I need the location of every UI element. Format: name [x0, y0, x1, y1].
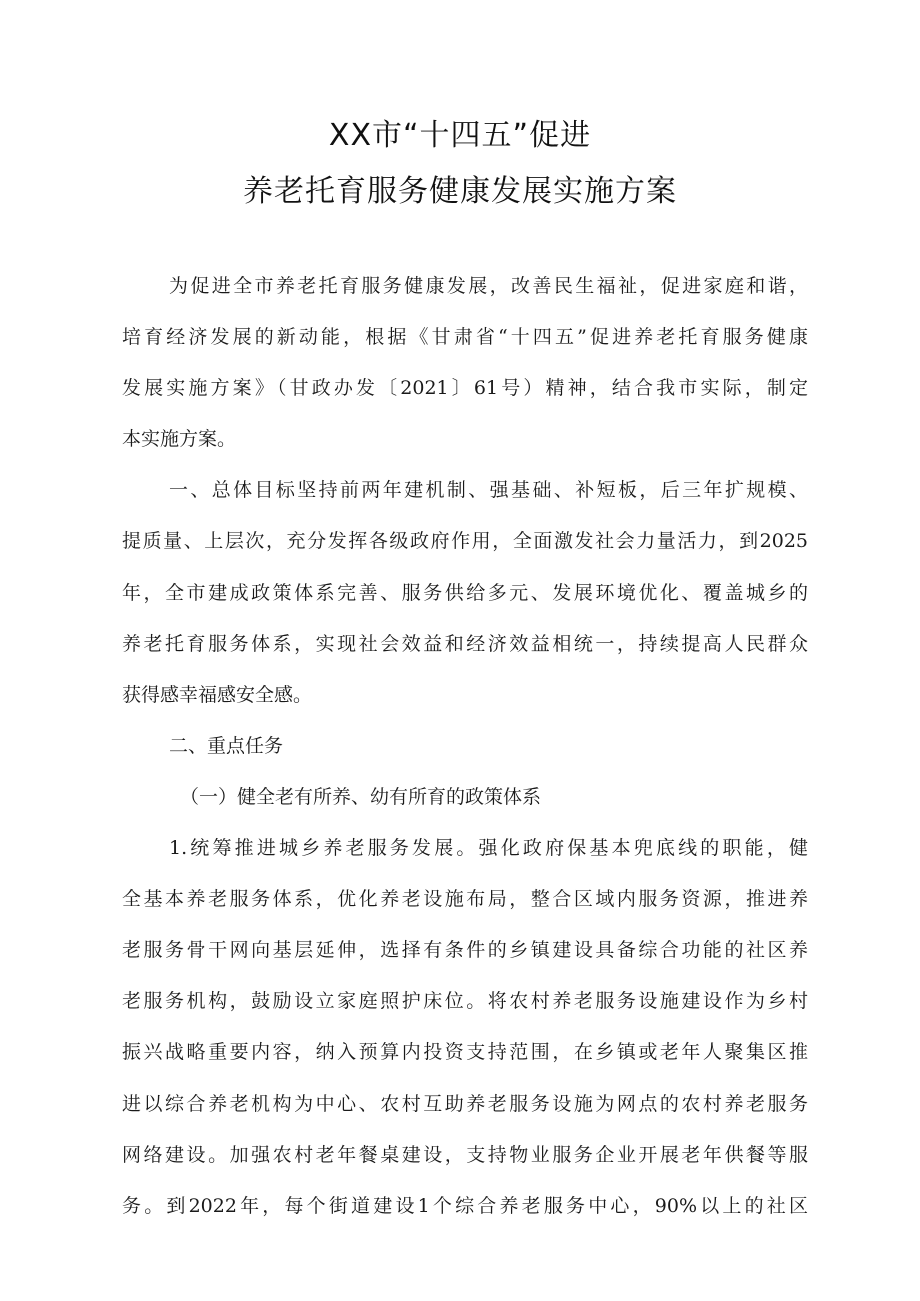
section-1-line: 年，全市建成政策体系完善、服务供给多元、发展环境优化、覆盖城乡的 [122, 581, 808, 604]
document-body [122, 266, 808, 1237]
document-title-line-2: 养老托育服务健康发展实施方案 [243, 174, 677, 209]
item-1-line: 老服务骨干网向基层延伸，选择有条件的乡镇建设具备综合功能的社区养 [122, 939, 808, 962]
section-1-line: 提质量、上层次，充分发挥各级政府作用，全面激发社会力量活力，到2025 [122, 530, 808, 553]
document-title-line-1: XX市“十四五”促进 [328, 118, 592, 153]
section-1-line: 一、总体目标坚持前两年建机制、强基础、补短板，后三年扩规模、 [169, 479, 808, 502]
item-1-line: 网络建设。加强农村老年餐桌建设，支持物业服务企业开展老年供餐等服 [122, 1143, 808, 1166]
item-1-line: 进以综合养老机构为中心、农村互助养老服务设施为网点的农村养老服务 [122, 1092, 808, 1115]
item-1-line: 务。到2022年，每个街道建设1个综合养老服务中心，90%以上的社区 [122, 1194, 808, 1217]
item-1-line: 1.统筹推进城乡养老服务发展。强化政府保基本兜底线的职能，健 [169, 837, 808, 860]
intro-line: 发展实施方案》（甘政办发〔2021〕61号）精神，结合我市实际，制定 [122, 377, 808, 400]
subsection-1-heading: （一）健全老有所养、幼有所育的政策体系 [180, 785, 542, 808]
item-1-line: 老服务机构，鼓励设立家庭照护床位。将农村养老服务设施建设作为乡村 [122, 990, 808, 1013]
item-1-line: 全基本养老服务体系，优化养老设施布局，整合区域内服务资源，推进养 [122, 888, 808, 911]
section-2-heading: 二、重点任务 [169, 734, 284, 757]
section-1-line: 养老托育服务体系，实现社会效益和经济效益相统一，持续提高人民群众 [122, 632, 808, 655]
intro-line: 培育经济发展的新动能，根据《甘肃省“十四五”促进养老托育服务健康 [122, 326, 808, 349]
intro-line: 为促进全市养老托育服务健康发展，改善民生福祉，促进家庭和谐， [169, 275, 808, 297]
item-1-line: 振兴战略重要内容，纳入预算内投资支持范围，在乡镇或老年人聚集区推 [122, 1041, 808, 1064]
section-1-line: 获得感幸福感安全感。 [122, 683, 313, 706]
intro-line: 本实施方案。 [122, 428, 237, 451]
